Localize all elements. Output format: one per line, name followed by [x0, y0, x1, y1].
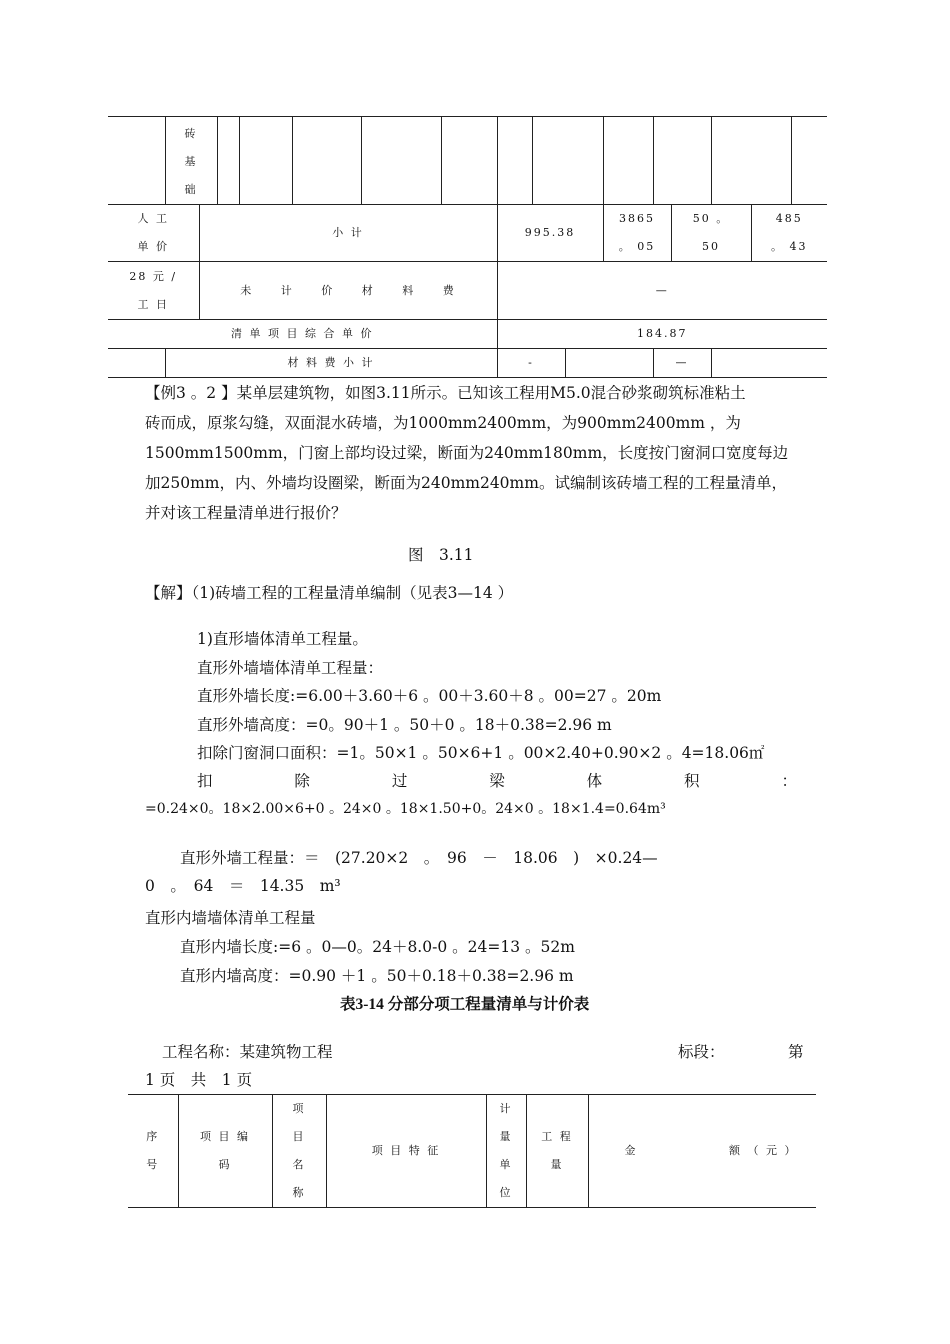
labor-label-line: 人 工 — [137, 212, 169, 225]
unpriced-material-value: — — [497, 262, 827, 320]
empty-cell — [239, 117, 292, 205]
material-value — [565, 349, 653, 378]
section-label: 标段： — [678, 1043, 725, 1061]
outer-wall-quantity: 0 。 64 ＝ 14.35 m³ — [145, 877, 341, 895]
page-label: 第 — [788, 1043, 804, 1061]
subtotal-line: 485 — [775, 212, 803, 225]
deduct-word: ： — [781, 772, 797, 790]
example-line: 1500mm1500mm，门窗上部均设过梁，断面为240mm180mm，长度按门窗洞口宽度每边 — [145, 444, 789, 462]
deduct-word: 体 — [586, 772, 603, 790]
header-name — [272, 1095, 326, 1208]
subtotal-line: 50 — [702, 240, 720, 253]
composite-price-label: 清 单 项 目 综 合 单 价 — [108, 320, 497, 349]
empty-cell — [361, 117, 441, 205]
deduct-formula: =0.24×0。18×2.00×6+0 。24×0 。18×1.50+0。24×0 。18×1.4=0.64m³ — [145, 801, 666, 817]
empty-cell — [791, 117, 827, 205]
header-line: 目 — [292, 1130, 306, 1143]
material-value: — — [653, 349, 711, 378]
header-amount — [588, 1095, 816, 1208]
material-value — [711, 349, 827, 378]
subtotal-line: 50 。 — [692, 212, 730, 225]
inner-wall-line: 直形内墙长度:=6 。0—0。24＋8.0-0 。24=13 。52m — [180, 938, 575, 956]
project-name: 工程名称：某建筑物工程 — [162, 1043, 333, 1061]
solution-line: 直形外墙长度:=6.00＋3.60＋6 。00＋3.60＋8 。00=27 。20m — [197, 687, 662, 705]
material-subtotal-label: 材 料 费 小 计 — [165, 349, 497, 378]
subtotal-line: 。 43 — [771, 240, 808, 253]
example-line: 砖而成，原浆勾缝，双面混水砖墙，为1000mm2400mm，为900mm2400mm ，为 — [145, 414, 741, 432]
blank-cell — [108, 117, 165, 205]
header-feature: 项 目 特 征 — [326, 1095, 486, 1208]
empty-cell — [441, 117, 497, 205]
header-unit — [486, 1095, 526, 1208]
header-line: 位 — [499, 1186, 513, 1199]
header-line: 计 — [499, 1102, 513, 1115]
brick-foundation-label — [165, 117, 217, 205]
header-line: 名 — [292, 1158, 306, 1171]
header-quantity — [526, 1095, 588, 1208]
deduct-word: 除 — [294, 772, 310, 790]
subtotal-value — [751, 205, 827, 262]
solution-line: 直形外墙高度：=0。90＋1 。50＋0 。18＋0.38=2.96 m — [197, 716, 612, 734]
subtotal-line: 。 05 — [618, 240, 656, 253]
header-line: 码 — [218, 1158, 232, 1171]
table-title: 表3-14 分部分项工程量清单与计价表 — [340, 996, 590, 1013]
deduct-beam-heading — [197, 769, 797, 791]
deduct-word: 梁 — [489, 772, 505, 790]
labor-rate-line: 28 元 / — [129, 269, 178, 283]
row-label-char: 基 — [184, 154, 198, 168]
amount-label: 金 — [624, 1144, 638, 1157]
bill-of-quantities-table — [128, 1094, 816, 1208]
empty-cell — [497, 117, 532, 205]
labor-rate-line: 工 日 — [137, 297, 169, 311]
example-line: 【例3 。2 】某单层建筑物，如图3.11所示。已知该工程用M5.0混合砂浆砌筑标准粘土 — [145, 384, 746, 402]
solution-line: 直形外墙墙体清单工程量： — [197, 659, 384, 677]
header-code — [178, 1095, 272, 1208]
subtotal-value — [603, 205, 671, 262]
row-label-char: 砖 — [184, 126, 198, 140]
material-value: - — [497, 349, 565, 378]
solution-heading: 【解】（1)砖墙工程的工程量清单编制（见表3—14 ） — [145, 584, 514, 602]
labor-rate-label — [108, 205, 199, 262]
empty-cell — [653, 117, 711, 205]
unpriced-material-label: 未 计 价 材 料 费 — [199, 262, 497, 320]
subtotal-line: 3865 — [619, 212, 655, 225]
amount-unit-label: 额 （ 元 ） — [729, 1144, 798, 1157]
row-label-char: 础 — [184, 182, 198, 196]
header-line: 量 — [550, 1158, 564, 1171]
header-line: 单 — [499, 1158, 513, 1171]
empty-cell — [292, 117, 361, 205]
inner-wall-heading: 直形内墙墙体清单工程量 — [145, 909, 316, 927]
example-paragraph — [145, 378, 825, 528]
header-line: 工 程 — [541, 1130, 573, 1143]
header-line: 称 — [292, 1186, 306, 1199]
solution-line: 扣除门窗洞口面积：=1。50×1 。50×6+1 。00×2.40+0.90×2 。4=18.06㎡ — [197, 744, 765, 762]
labor-rate-value — [108, 262, 199, 320]
header-seq — [128, 1095, 178, 1208]
empty-cell — [603, 117, 653, 205]
deduct-word: 积 — [684, 772, 700, 790]
subtotal-label: 小 计 — [199, 205, 497, 262]
header-line: 号 — [146, 1158, 160, 1171]
empty-cell — [711, 117, 791, 205]
header-line: 项 — [292, 1102, 306, 1115]
header-line: 序 — [146, 1130, 160, 1143]
empty-cell — [217, 117, 239, 205]
subtotal-value: 995.38 — [497, 205, 603, 262]
cost-table-fragment — [108, 116, 827, 378]
page-count: 1 页 共 1 页 — [145, 1071, 253, 1089]
labor-label-line: 单 价 — [137, 240, 169, 253]
inner-wall-line: 直形内墙高度：=0.90 ＋1 。50＋0.18＋0.38=2.96 m — [180, 967, 574, 985]
composite-price-value: 184.87 — [497, 320, 827, 349]
example-line: 并对该工程量清单进行报价？ — [145, 504, 347, 522]
deduct-word: 扣 — [197, 772, 213, 790]
header-line: 项 目 编 — [200, 1130, 250, 1143]
blank-cell — [108, 349, 165, 378]
deduct-word: 过 — [391, 772, 408, 790]
empty-cell — [532, 117, 603, 205]
solution-line: 1)直形墙体清单工程量。 — [197, 630, 368, 648]
header-line: 量 — [499, 1130, 513, 1143]
figure-caption: 图 3.11 — [408, 546, 474, 564]
subtotal-value — [671, 205, 751, 262]
example-line: 加250mm，内、外墙均设圈梁，断面为240mm240mm。试编制该砖墙工程的工程量清单， — [145, 474, 787, 492]
outer-wall-quantity: 直形外墙工程量：＝ (27.20×2 。 96 － 18.06 ) ×0.24— — [180, 849, 658, 867]
